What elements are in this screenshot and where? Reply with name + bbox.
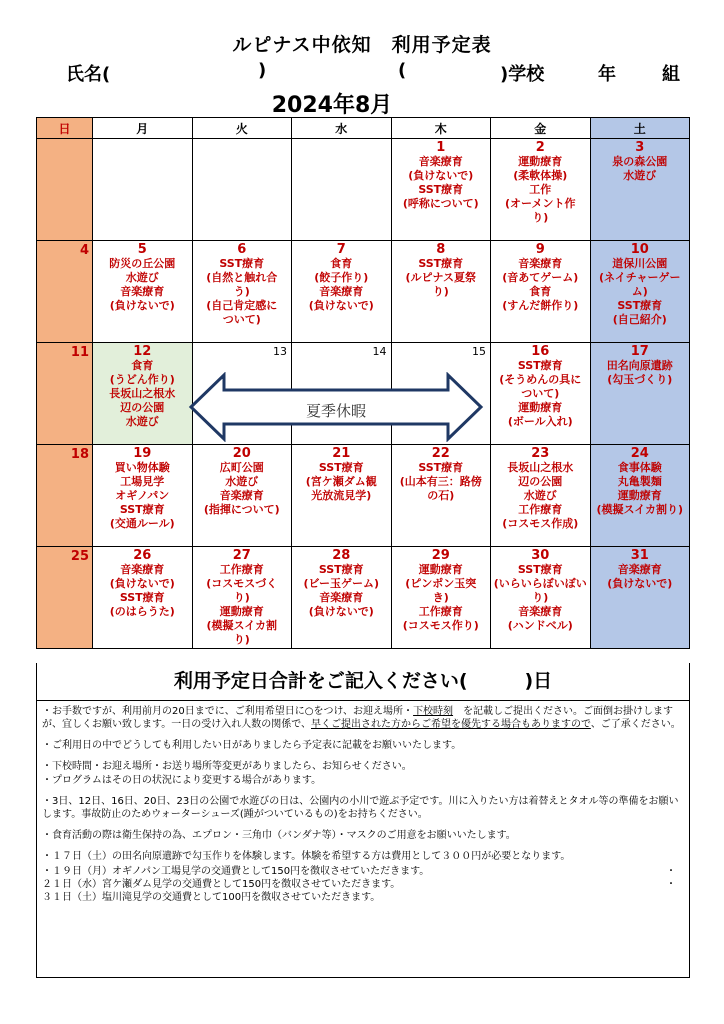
day-cell[interactable] (590, 139, 690, 241)
weekday-fri: 金 (491, 118, 591, 139)
event-line: 水遊び (623, 169, 657, 182)
event-line: ム) (631, 285, 648, 298)
day-number: 11 (70, 345, 89, 360)
event-line: り) (233, 633, 250, 646)
weekday-sun: 日 (37, 118, 93, 139)
event-line: (うどん作り) (109, 373, 175, 386)
day-number: 3 (635, 140, 645, 155)
event-line: 食育 (131, 359, 154, 372)
day-number: 17 (630, 344, 649, 359)
event-line: SST療育 (219, 257, 265, 270)
month-title: 2024年8月 (271, 93, 393, 118)
event-line: (コスモス作成) (502, 517, 579, 530)
event-line: (音あてゲーム) (502, 271, 579, 284)
name-close: ) (258, 60, 267, 81)
day-number: 4 (79, 243, 89, 258)
weekday-thu: 木 (391, 118, 491, 139)
event-line: (餃子作り) (314, 271, 369, 284)
weekday-wed: 水 (292, 118, 392, 139)
event-line: 光放流見学) (311, 489, 372, 502)
note-water-play: ・3日、12日、16日、20日、23日の公園で水遊びの日は、公園内の小川で遊ぶ予定です。川に入りたい方は着替えとタオル等の準備をお願いします。事故防止のためウォーターシューズ(踵がついているもの)をお持ちください。 (42, 796, 679, 820)
event-line: (柔軟体操) (513, 169, 568, 182)
event-line: (負けないで) (308, 299, 374, 312)
day-cell[interactable] (391, 139, 491, 241)
event-line: SST療育 (517, 563, 563, 576)
event-line: (そうめんの具に (499, 373, 582, 386)
event-line: 音楽療育 (120, 285, 165, 298)
note-underline: 下校時刻 (413, 706, 454, 717)
day-number: 1 (436, 140, 446, 155)
event-line: 水遊び (523, 489, 557, 502)
event-line: り) (532, 591, 549, 604)
event-line: 工場見学 (120, 475, 165, 488)
event-line: 運動療育 (518, 401, 563, 414)
day-cell[interactable] (37, 241, 93, 343)
event-line: SST療育 (119, 591, 165, 604)
event-line: 食育 (529, 285, 552, 298)
day-number: 15 (472, 345, 486, 358)
day-cell[interactable] (292, 547, 392, 649)
day-cell[interactable] (391, 445, 491, 547)
note-magatama-fee: ・１７日（土）の田名向原遺跡で勾玉作りを体験します。体験を希望する方は費用として３００円が必要となります。 (42, 851, 571, 862)
event-line: 水遊び (125, 415, 159, 428)
event-line: (呼称について) (402, 197, 479, 210)
event-line: 音楽療育 (319, 285, 364, 298)
event-line: (ネイチャーゲー (599, 271, 681, 284)
event-line: 工作療育 (418, 605, 463, 618)
event-line: ついて) (222, 313, 261, 326)
day-cell[interactable] (391, 241, 491, 343)
total-days-prompt: 利用予定日合計をご記入ください( )日 (36, 663, 690, 701)
week-row (37, 139, 690, 241)
day-cell[interactable] (37, 445, 93, 547)
note-text: ・１９日（月）オギノパン工場見学の交通費として150円を徴収させていただきます。 (42, 866, 430, 877)
day-cell[interactable] (93, 547, 193, 649)
day-number: 21 (332, 446, 351, 461)
day-cell[interactable] (391, 547, 491, 649)
event-line: (負けないで) (607, 577, 673, 590)
day-number: 5 (137, 242, 147, 257)
day-number: 12 (133, 344, 152, 359)
event-line: SST療育 (517, 359, 563, 372)
weekday-mon: 月 (93, 118, 193, 139)
day-number: 2 (535, 140, 545, 155)
school-label: )学校 (500, 64, 545, 85)
class-label: 組 (662, 64, 680, 85)
event-line: き) (432, 591, 449, 604)
day-cell[interactable] (93, 445, 193, 547)
note-fee-31: ３１日（土）塩川滝見学の交通費として100円を徴収させていただきます。 (42, 892, 381, 903)
event-line: (ピンポン玉突 (405, 577, 477, 590)
event-line: ついて) (521, 387, 560, 400)
day-cell[interactable] (590, 343, 690, 445)
day-cell[interactable] (590, 241, 690, 343)
bullet-dot: ・ (666, 879, 676, 890)
note-text: ・お手数ですが、利用前月の20日までに、ご利用希望日に○をつけ、お迎え場所・ (42, 706, 414, 717)
note-text: を記載しご提出ください。ご面倒お掛けしますが、宜しくお願い致します。一日の受け入れ人数の関係で、 (42, 706, 674, 730)
event-line: 辺の公園 (518, 475, 563, 488)
event-line: SST療育 (418, 461, 464, 474)
event-line: り) (432, 285, 449, 298)
week-row (37, 241, 690, 343)
note-fee-19 (42, 865, 684, 878)
day-number: 7 (336, 242, 346, 257)
event-line: SST療育 (318, 563, 364, 576)
grade-label: 年 (598, 64, 616, 85)
day-cell[interactable] (93, 241, 193, 343)
event-line: 運動療育 (219, 605, 264, 618)
day-number: 9 (535, 242, 545, 257)
weekday-header-row (37, 118, 690, 139)
event-line: 工作療育 (219, 563, 264, 576)
event-line: (指揮について) (203, 503, 280, 516)
day-cell[interactable] (590, 445, 690, 547)
event-line: (負けないで) (408, 169, 474, 182)
event-line: (負けないで) (308, 605, 374, 618)
event-line: 買い物体験 (114, 461, 170, 474)
event-line: SST療育 (418, 257, 464, 270)
event-line: (コスモス作り) (402, 619, 479, 632)
day-number: 19 (133, 446, 152, 461)
day-number: 26 (133, 548, 152, 563)
event-line: 音楽療育 (518, 605, 563, 618)
event-line: 工作療育 (518, 503, 563, 516)
event-line: 田名向原遺跡 (606, 359, 673, 372)
bullet-dot: ・ (666, 866, 676, 877)
event-line: 丸亀製麺 (617, 475, 662, 488)
week-row (37, 547, 690, 649)
event-line: 運動療育 (518, 155, 563, 168)
day-number: 24 (630, 446, 649, 461)
day-number: 10 (630, 242, 649, 257)
event-line: 水遊び (225, 475, 259, 488)
event-line: SST療育 (617, 299, 663, 312)
event-line: (自己紹介) (612, 313, 667, 326)
day-cell[interactable] (192, 139, 292, 241)
page-title: ルピナス中依知 利用予定表 (232, 34, 492, 56)
week-row (37, 445, 690, 547)
day-cell[interactable] (192, 241, 292, 343)
event-line: (いらいらぼいぼい (493, 577, 587, 590)
day-cell[interactable] (491, 445, 591, 547)
note-program-change: ・プログラムはその日の状況により変更する場合があります。 (42, 775, 322, 786)
event-line: (交通ルール) (109, 517, 175, 530)
event-line: 音楽療育 (518, 257, 563, 270)
event-line: 泉の森公園 (612, 155, 668, 168)
event-line: 工作 (529, 183, 552, 196)
day-number: 23 (531, 446, 550, 461)
day-cell[interactable] (37, 547, 93, 649)
event-line: (ビー玉ゲーム) (303, 577, 380, 590)
event-line: (オーメント作 (505, 197, 576, 210)
event-line: う) (233, 285, 250, 298)
day-number: 18 (70, 447, 89, 462)
event-line: 防災の丘公園 (109, 257, 176, 270)
event-line: 食育 (330, 257, 353, 270)
event-line: (模擬スイカ割 (206, 619, 277, 632)
day-number: 30 (531, 548, 550, 563)
event-line: 音楽療育 (219, 489, 264, 502)
day-number: 16 (531, 344, 550, 359)
note-food-hygiene: ・食育活動の際は衛生保持の為、エプロン・三角巾（バンダナ等）・マスクのご用意をお願いいたします。 (42, 830, 516, 841)
note-underline: 早くご提出された方からご希望を優先する場合もありますので (311, 719, 591, 730)
day-cell[interactable] (37, 343, 93, 445)
day-cell[interactable] (93, 139, 193, 241)
day-number: 27 (232, 548, 251, 563)
event-line: 運動療育 (418, 563, 463, 576)
note-submission (42, 705, 684, 731)
day-number: 13 (273, 345, 287, 358)
event-line: (自然と触れ合 (206, 271, 278, 284)
day-cell[interactable] (590, 547, 690, 649)
note-change-notice: ・下校時間・お迎え場所・お送り場所等変更がありましたら、お知らせください。 (42, 761, 412, 772)
event-line: (コスモスづく (206, 577, 278, 590)
event-line: (ルピナス夏祭 (405, 271, 477, 284)
event-line: SST療育 (119, 503, 165, 516)
day-number: 29 (431, 548, 450, 563)
note-text: ２１日（水）宮ケ瀬ダム見学の交通費として150円を徴収させていただきます。 (42, 879, 401, 890)
event-line: り) (233, 591, 250, 604)
event-line: 食事体験 (617, 461, 662, 474)
event-line: 水遊び (125, 271, 159, 284)
day-cell[interactable] (491, 139, 591, 241)
day-cell[interactable] (491, 343, 591, 445)
day-cell[interactable] (491, 547, 591, 649)
event-line: 長坂山之根水 (109, 387, 176, 400)
summer-break-label: 夏季休暇 (305, 402, 366, 420)
weekday-sat: 土 (590, 118, 690, 139)
event-line: り) (532, 211, 549, 224)
event-line: 音楽療育 (617, 563, 662, 576)
day-cell[interactable] (292, 445, 392, 547)
event-line: (自己肯定感に (206, 299, 278, 312)
day-number: 20 (232, 446, 251, 461)
day-number: 31 (630, 548, 649, 563)
event-line: (勾玉づくり) (607, 373, 673, 386)
note-fee-21 (42, 878, 684, 891)
event-line: SST療育 (318, 461, 364, 474)
day-number: 22 (431, 446, 450, 461)
event-line: (すんだ餅作り) (502, 299, 579, 312)
day-number: 6 (237, 242, 247, 257)
name-label: 氏名( (66, 64, 111, 85)
event-line: (宮ケ瀬ダム観 (305, 475, 377, 488)
notes-box (36, 700, 690, 978)
event-line: (負けないで) (109, 577, 175, 590)
event-line: 道保川公園 (612, 257, 668, 270)
school-open: ( (398, 60, 407, 81)
event-line: 音楽療育 (120, 563, 165, 576)
event-line: SST療育 (418, 183, 464, 196)
day-cell[interactable] (292, 241, 392, 343)
event-line: (負けないで) (109, 299, 175, 312)
event-line: 広町公園 (219, 461, 264, 474)
event-line: (模擬スイカ割り) (596, 503, 683, 516)
day-number: 14 (372, 345, 387, 358)
day-cell[interactable] (192, 547, 292, 649)
event-line: 音楽療育 (418, 155, 463, 168)
event-line: 長坂山之根水 (507, 461, 574, 474)
day-number: 25 (70, 549, 89, 564)
event-line: (ハンドベル) (507, 619, 573, 632)
note-priority-day: ・ご利用日の中でどうしても利用したい日がありましたら予定表に記載をお願いいたします。 (42, 740, 462, 751)
event-line: オギノパン (115, 489, 170, 502)
day-cell[interactable] (292, 139, 392, 241)
event-line: 音楽療育 (319, 591, 364, 604)
event-line: 辺の公園 (120, 401, 165, 414)
weekday-tue: 火 (192, 118, 292, 139)
event-line: (のはらうた) (109, 605, 175, 618)
event-line: 運動療育 (617, 489, 662, 502)
day-cell[interactable] (491, 241, 591, 343)
day-number: 8 (436, 242, 446, 257)
day-cell[interactable] (37, 139, 93, 241)
event-line: (ボール入れ) (507, 415, 573, 428)
event-line: の石) (427, 489, 455, 502)
day-cell[interactable] (93, 343, 193, 445)
day-cell[interactable] (192, 445, 292, 547)
note-text: 、ご了承ください。 (590, 719, 681, 730)
day-number: 28 (332, 548, 351, 563)
event-line: (山本有三：路傍 (399, 475, 482, 488)
